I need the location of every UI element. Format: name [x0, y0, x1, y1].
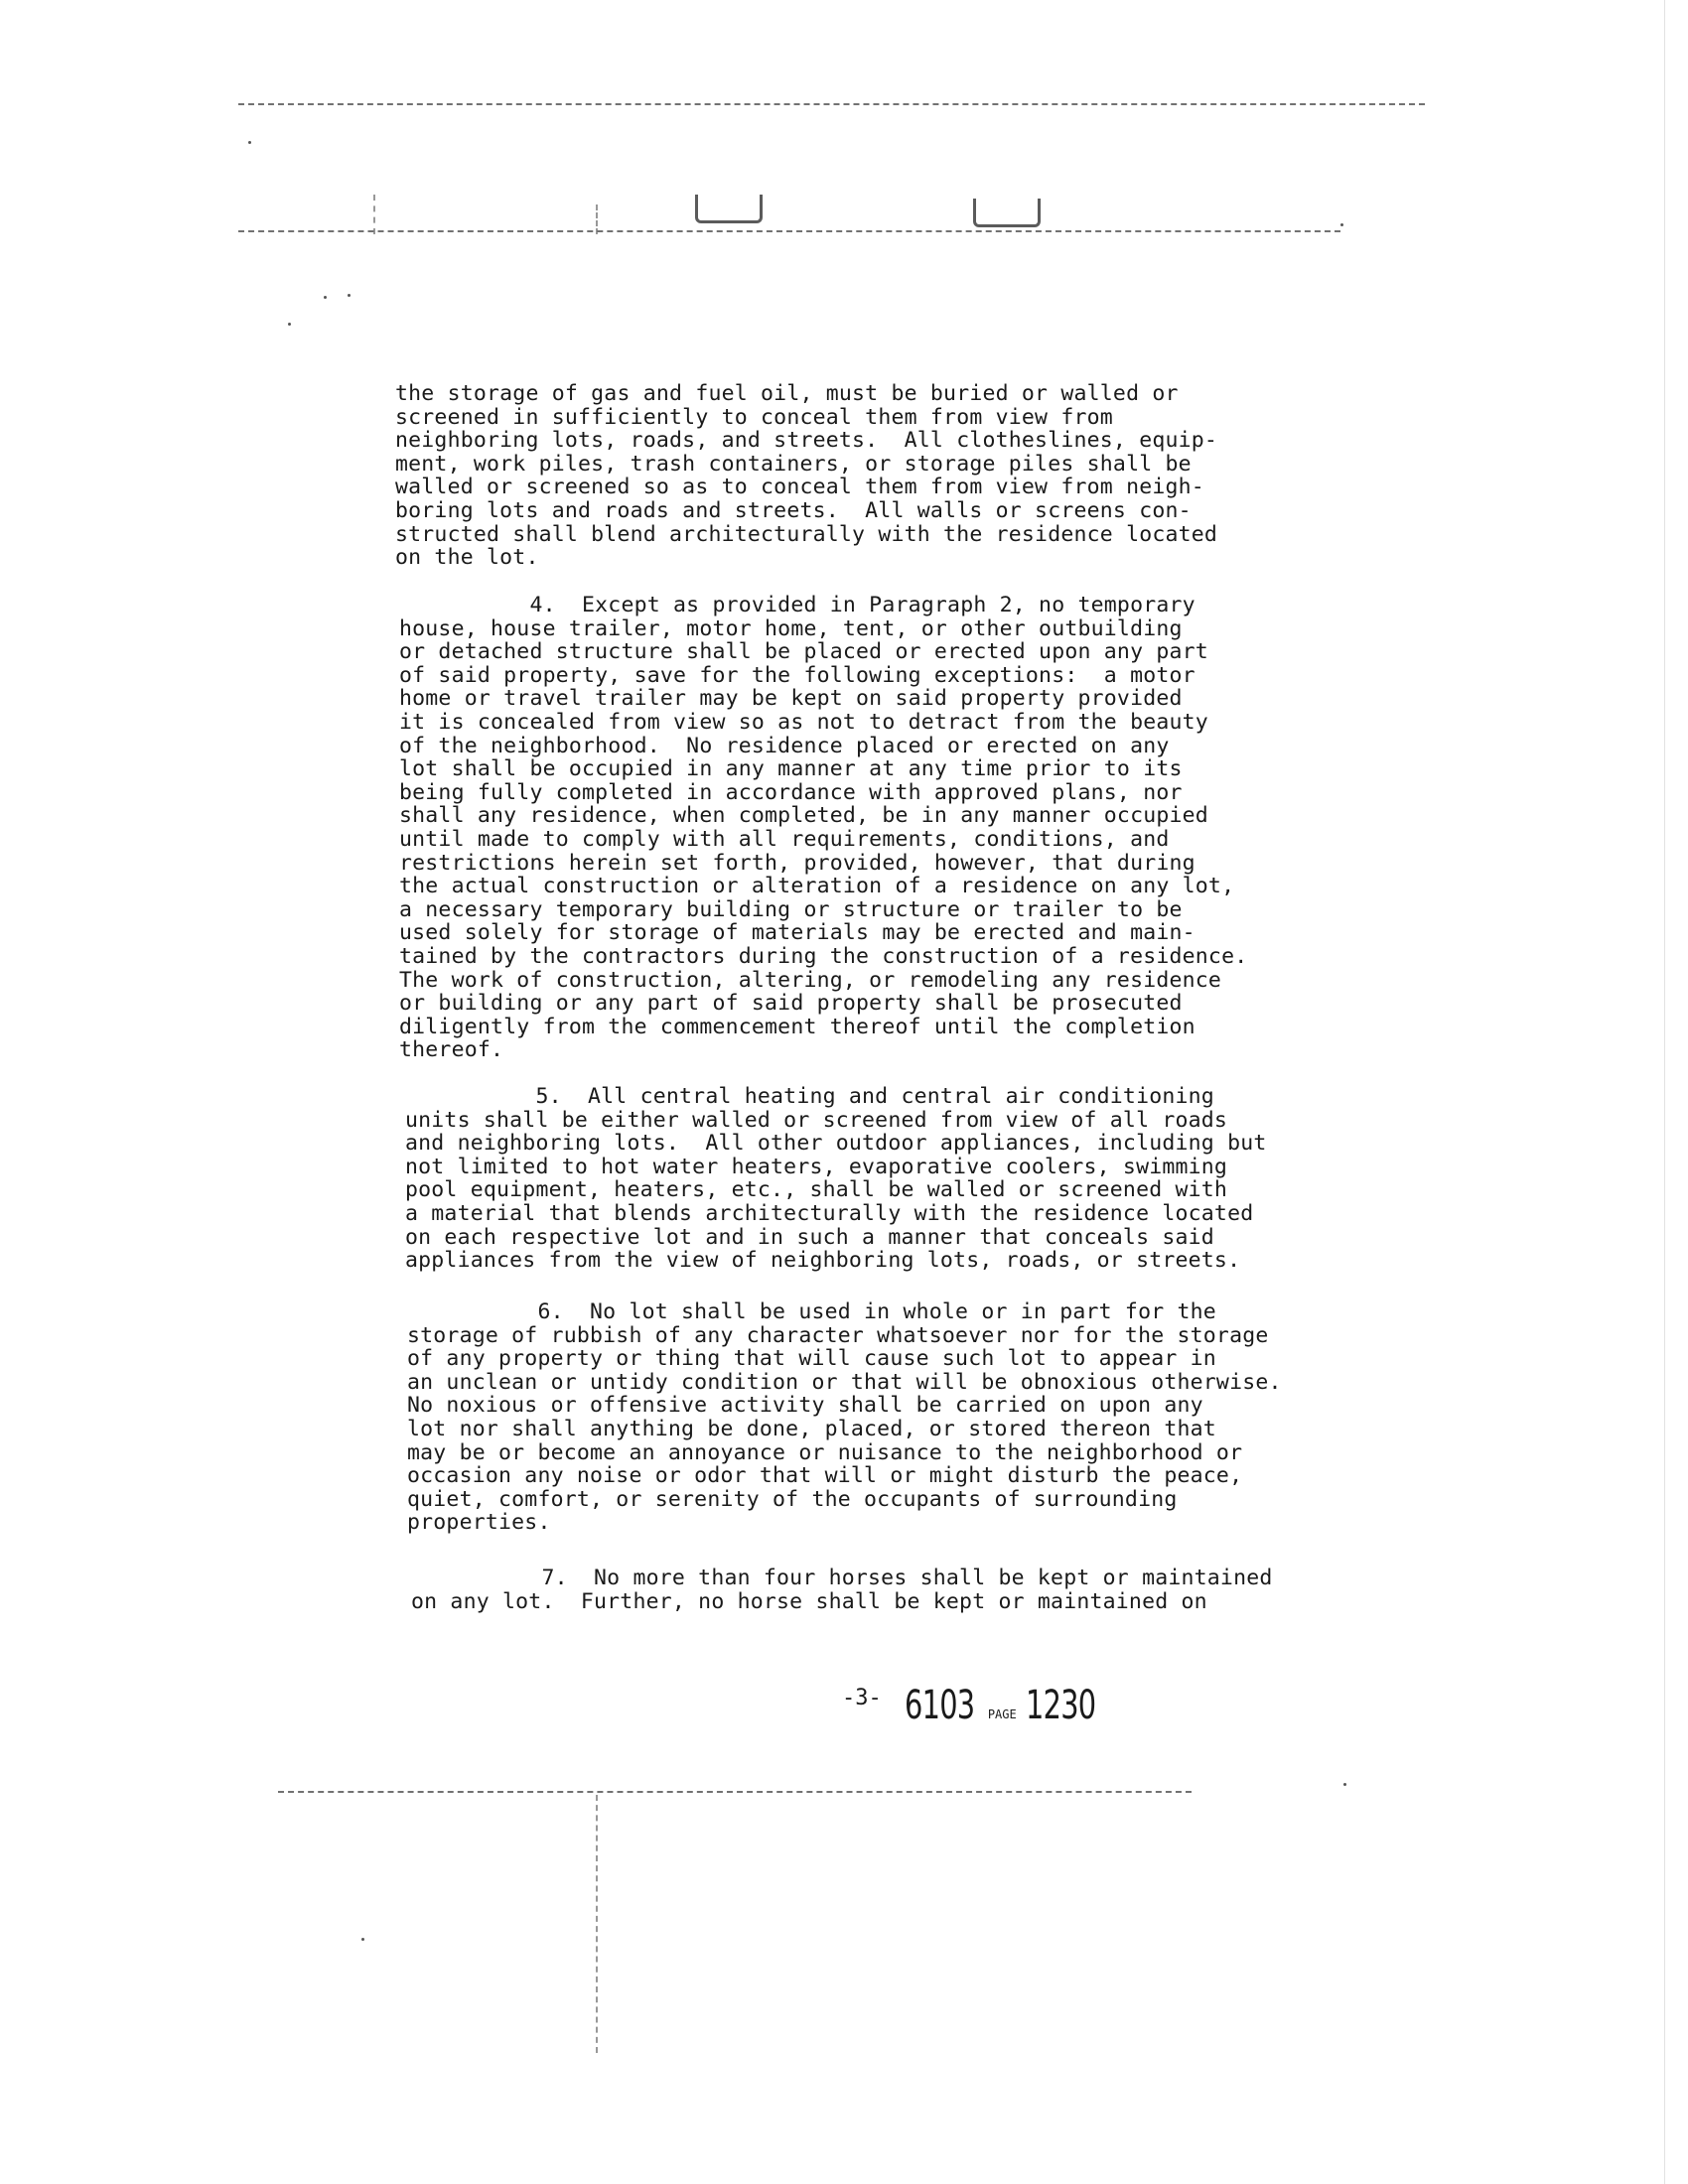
scan-line-bottom [278, 1791, 1192, 1793]
scan-speck [361, 1938, 364, 1941]
scan-speck [324, 296, 327, 299]
scan-speck [288, 323, 291, 326]
paragraph-5: 5. All central heating and central air conditioning units shall be either walled or screened from view of all roads and neighboring lots. All other outdoor appliances, including but not limited to hot water heaters, evaporative coolers, swimming pool equipment, heaters, etc., shall be walled or screened with a material that blends architecturally with the residence located on each respective lot and in such a manner that conceals said appliances from the view of neighboring lots, roads, or streets. [405, 1084, 1267, 1274]
scan-edge [1664, 0, 1665, 2184]
page-label: PAGE [987, 1707, 1017, 1721]
scan-line-top-1 [238, 103, 1425, 105]
scan-speck [1343, 1783, 1346, 1786]
binding-mark-right [973, 199, 1041, 227]
scan-tick-1 [373, 195, 375, 234]
page-footer [842, 1683, 1123, 1728]
scan-vline-bottom [596, 1795, 598, 2053]
scan-speck [348, 294, 351, 297]
page-number: 1230 [1026, 1683, 1096, 1728]
scan-speck [248, 141, 251, 144]
paragraph-7: 7. No more than four horses shall be kept or maintained on any lot. Further, no horse shall be kept or maintained on [411, 1566, 1273, 1614]
page-marker: -3- [842, 1686, 882, 1710]
book-number: 6103 [905, 1683, 975, 1728]
paragraph-6: 6. No lot shall be used in whole or in part for the storage of rubbish of any character whatsoever nor for the storage of any property or thing that will cause such lot to appear in an unclean or untidy condition or that will be obnoxious otherwise. No noxious or offensive activity shall be carried on upon any lot nor shall anything be done, placed, or stored thereon that may be or become an annoyance or nuisance to the neighborhood or occasion any noise or odor that will or might disturb the peace, quiet, comfort, or serenity of the occupants of surrounding properties. [407, 1299, 1282, 1536]
binding-mark-left [695, 195, 763, 223]
continuation-paragraph: the storage of gas and fuel oil, must be buried or walled or screened in sufficiently to conceal them from view from neighboring lots, roads, and streets. All clotheslines, equip- ment, work piles, trash containers, or storage piles shall be walled or screened so as to conceal them from view from neigh- boring lots and roads and streets. All walls or screens con- structed shall blend architecturally with the residence located on the lot. [395, 381, 1218, 571]
paragraph-4: 4. Except as provided in Paragraph 2, no temporary house, house trailer, motor home, tent, or other outbuilding or detached structure shall be placed or erected upon any part of said property, save for the following exceptions: a motor home or travel trailer may be kept on said property provided it is concealed from view so as not to detract from the beauty of the neighborhood. No residence placed or erected on any lot shall be occupied in any manner at any time prior to its being fully completed in accordance with approved plans, nor shall any residence, when completed, be in any manner occupied until made to comply with all requirements, conditions, and restrictions herein set forth, provided, however, that during the actual construction or alteration of a residence on any lot, a necessary temporary building or structure or trailer to be used solely for storage of materials may be erected and main- tained by the contractors during the construction of a residence. The work of construction, altering, or remodeling any residence or building or any part of said property shall be prosecuted diligently from the commencement thereof until the completion thereof. [399, 593, 1248, 1063]
scan-line-top-2 [238, 230, 1340, 232]
scan-tick-2 [596, 205, 598, 234]
scan-speck [1340, 223, 1343, 226]
